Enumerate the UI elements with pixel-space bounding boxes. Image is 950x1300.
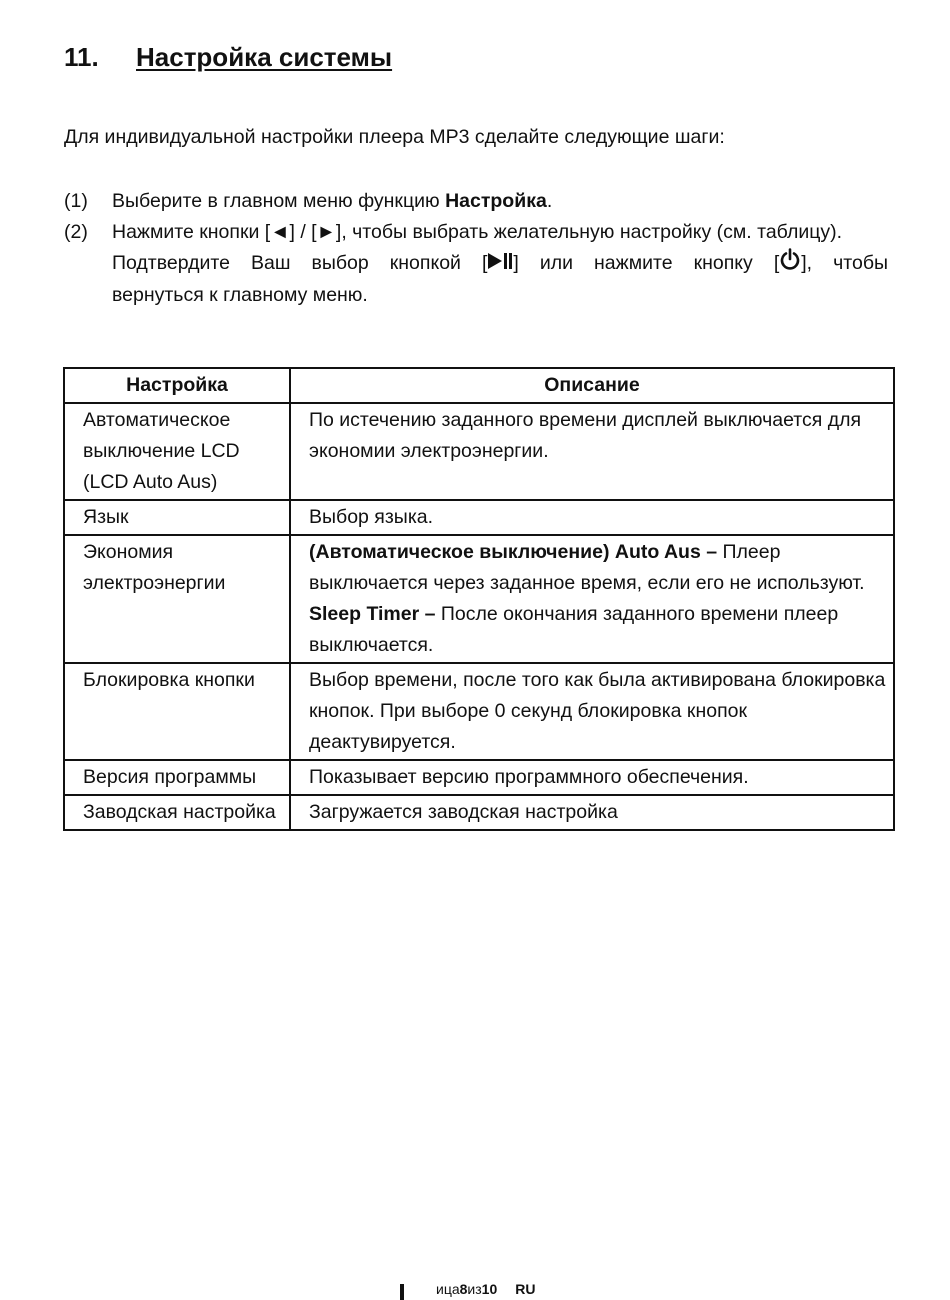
setting-description [290,535,894,663]
column-header-description: Описание [290,368,894,403]
setting-description: Загружается заводская настройка [290,795,894,830]
current-page: 8 [459,1281,468,1297]
step-text: Выберите в главном меню функцию [112,190,446,212]
total-pages: 10 [481,1281,498,1297]
intro-text: Для индивидуальной настройки плеера MP3 сделайте следующие шаги: [64,126,725,148]
power-icon [779,248,801,280]
setting-name: Версия программы [64,760,290,795]
step-number: (1) [64,190,88,212]
language-code: RU [515,1281,536,1297]
settings-table [63,367,895,831]
setting-name: Экономия электроэнергии [64,535,290,663]
step-number: (2) [64,221,88,243]
footer-divider [400,1284,404,1300]
step-text-confirm: Подтвердите Ваш выбор кнопкой [ ] или нажмите кнопку [ ], чтобы [112,248,888,280]
menu-item-settings: Настройка [445,190,547,212]
setting-description: Показывает версию программного обеспечения. [290,760,894,795]
setting-description: По истечению заданного времени дисплей выключается для экономии электроэнергии. [290,403,894,500]
section-number: 11. [64,42,99,72]
step-1: (1) Выберите в главном меню функцию Настройка. [64,186,888,217]
step-2 [64,217,888,311]
step-text-return: вернуться к главному меню. [112,284,368,306]
auto-off-description: (Автоматическое выключение) Auto Aus – Плеер выключается через заданное время, если его не используют. [309,541,865,594]
table-row [64,760,894,795]
setting-description: Выбор языка. [290,500,894,535]
steps-list [64,186,888,311]
setting-name: Автоматическое выключение LCD (LCD Auto Aus) [64,403,290,500]
column-header-setting: Настройка [64,368,290,403]
table-row [64,795,894,830]
table-row [64,663,894,760]
page-footer: ица 8 из 10 RU [400,1278,535,1300]
page-label: ица [436,1281,460,1297]
setting-name: Блокировка кнопки [64,663,290,760]
table-header-row [64,368,894,403]
table-row [64,535,894,663]
setting-description: Выбор времени, после того как была активирована блокировка кнопок. При выборе 0 секунд блокировка кнопок деактувируется. [290,663,894,760]
table-row [64,403,894,500]
setting-name: Язык [64,500,290,535]
play-pause-icon [487,249,513,280]
section-title: Настройка системы [136,42,393,72]
section-heading [64,42,392,73]
table-row [64,500,894,535]
step-text: Нажмите кнопки [◄] / [►], чтобы выбрать желательную настройку (см. таблицу). [112,221,843,243]
setting-name: Заводская настройка [64,795,290,830]
sleep-timer-description: Sleep Timer – После окончания заданного времени плеер выключается. [309,603,839,656]
